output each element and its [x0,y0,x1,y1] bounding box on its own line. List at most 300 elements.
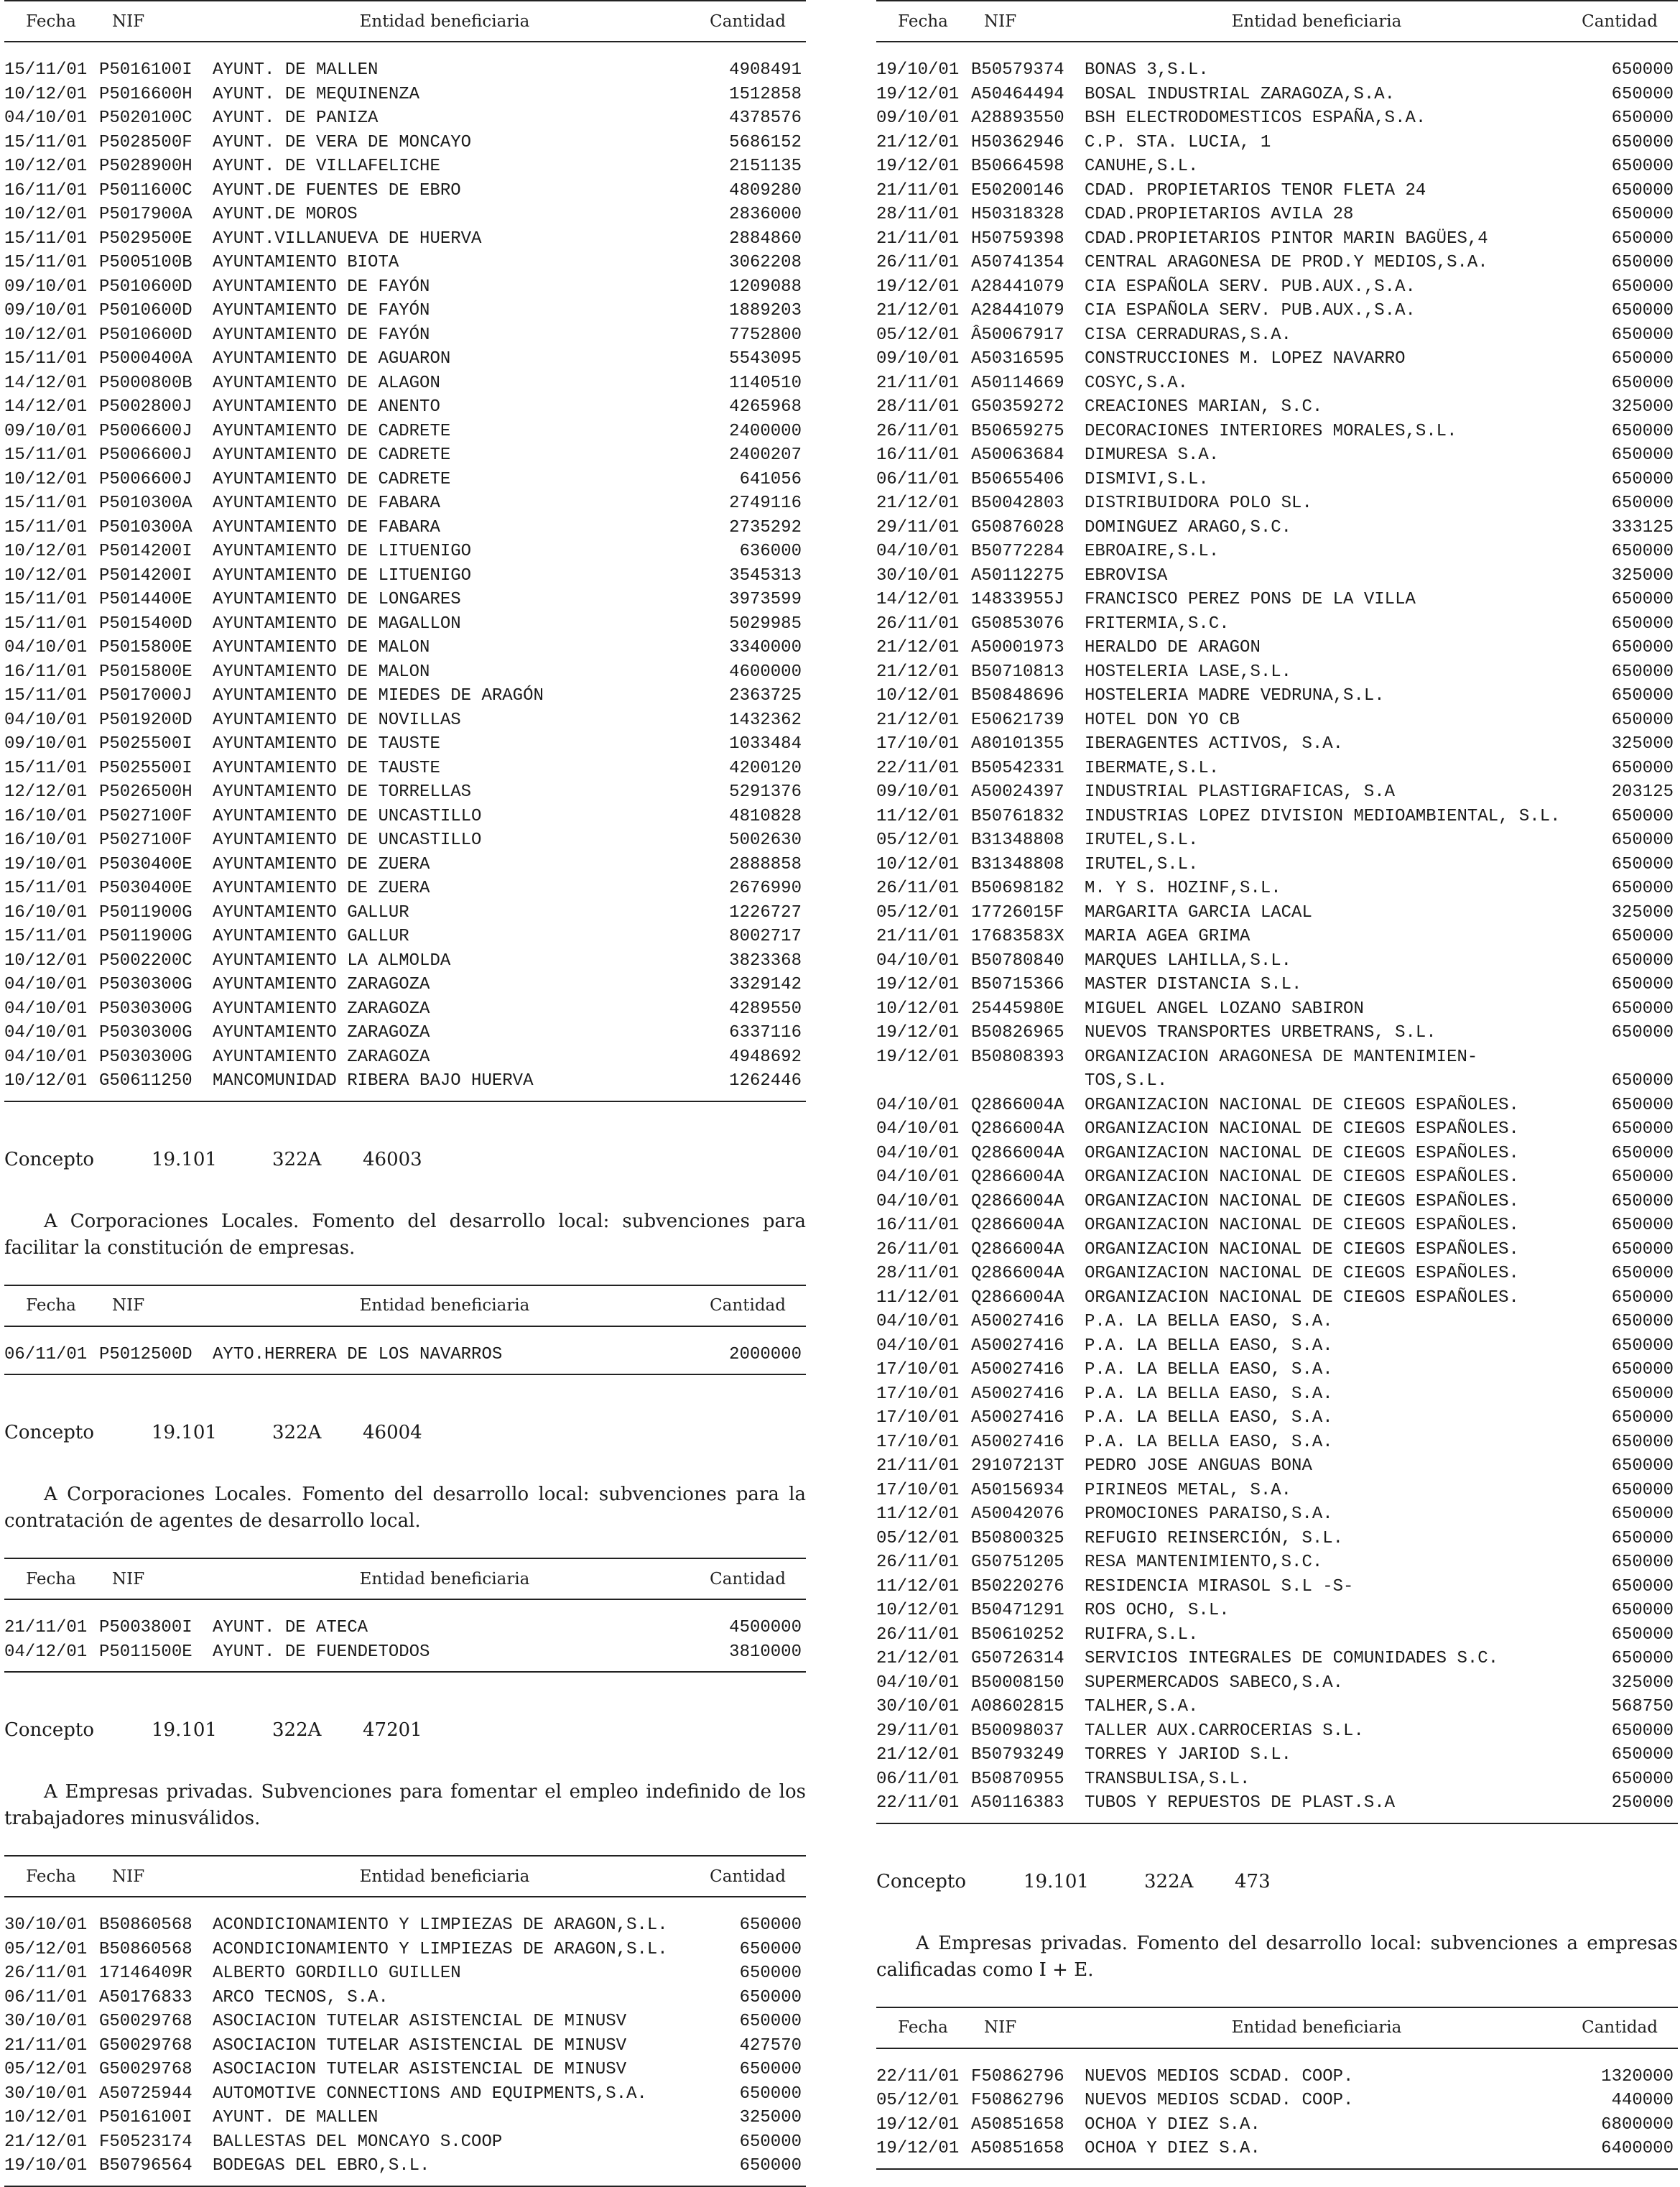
cell-nif: G50876028 [971,517,1064,537]
cell-cantidad: 650000 [1611,1384,1674,1404]
cell-nif: G50611250 [99,1071,192,1091]
header-entidad: Entidad beneficiaria [359,1569,530,1589]
cell-nif: A50851658 [971,2114,1064,2135]
cell-cantidad: 641056 [739,469,802,489]
cell-cantidad: 650000 [1611,1456,1674,1476]
cell-entidad: AYUNTAMIENTO DE MIEDES DE ARAGÓN [213,686,544,706]
cell-nif: 17683583X [971,927,1064,946]
cell-entidad: AYUNTAMIENTO BIOTA [213,253,399,272]
cell-entidad: PIRINEOS METAL, S.A. [1085,1480,1292,1500]
cell-cantidad: 6400000 [1601,2139,1674,2158]
cell-fecha: 12/12/01 [4,782,88,802]
cell-entidad: SERVICIOS INTEGRALES DE COMUNIDADES S.C. [1085,1649,1499,1668]
table-row [876,564,1678,588]
cell-fecha: 05/12/01 [876,2091,960,2110]
cell-cantidad: 5291376 [729,782,802,802]
table-row [876,1599,1678,1623]
cell-entidad: AYUNT. DE MALLEN [213,2108,379,2127]
table-row [876,1671,1678,1696]
concepto-program: 322A [272,1719,322,1741]
cell-nif: P5019200D [99,710,192,730]
table-row [876,1334,1678,1359]
cell-cantidad: 4908491 [729,60,802,80]
cell-entidad: AYUNTAMIENTO DE ZUERA [213,854,430,874]
cell-cantidad: 650000 [1611,1408,1674,1428]
cell-fecha: 04/10/01 [4,108,88,128]
cell-cantidad: 650000 [1611,301,1674,320]
cell-fecha: 16/11/01 [4,662,88,682]
cell-fecha: 11/12/01 [876,806,960,826]
cell-nif: A50112275 [971,565,1064,586]
cell-entidad: AYUNTAMIENTO DE ALAGON [213,373,440,393]
cell-fecha: 26/11/01 [876,253,960,272]
cell-nif: A50114669 [971,373,1064,393]
cell-nif: Â50067917 [971,325,1064,345]
cell-fecha: 04/10/01 [4,975,88,994]
cell-entidad: AYUNTAMIENTO DE ANENTO [213,397,440,417]
cell-fecha: 15/11/01 [4,349,88,369]
table-row [4,1986,806,2010]
cell-fecha: 30/10/01 [4,1915,88,1935]
cell-fecha: 21/11/01 [4,2035,88,2056]
cell-fecha: 14/12/01 [4,373,88,393]
cell-entidad: TORRES Y JARIOD S.L. [1085,1745,1292,1765]
cell-nif: P5014200I [99,565,192,586]
cell-entidad: ORGANIZACION NACIONAL DE CIEGOS ESPAÑOLES. [1085,1216,1519,1235]
cell-fecha: 19/12/01 [876,1023,960,1042]
table-header [4,1285,806,1327]
cell-fecha: 21/11/01 [876,373,960,393]
cell-cantidad: 4600000 [729,662,802,682]
header-fecha: Fecha [898,2018,948,2037]
cell-fecha: 26/11/01 [876,1239,960,1259]
cell-cantidad: 568750 [1611,1697,1674,1716]
cell-cantidad: 5002630 [729,831,802,850]
cell-nif: B50710813 [971,662,1064,682]
beneficiary-table [876,0,1678,1824]
table-row [876,1695,1678,1719]
cell-nif: G50029768 [99,2060,192,2079]
table-header [876,0,1678,42]
table-row [4,901,806,925]
cell-entidad: PROMOCIONES PARAISO,S.A. [1085,1504,1333,1524]
cell-entidad: AYUNTAMIENTO DE TAUSTE [213,758,440,778]
cell-cantidad: 2836000 [729,205,802,224]
cell-cantidad: 3329142 [729,975,802,994]
cell-nif: A28441079 [971,277,1064,297]
cell-nif: Q2866004A [971,1216,1064,1235]
table-row [876,58,1678,83]
cell-nif: 14833955J [971,590,1064,609]
cell-fecha: 28/11/01 [876,205,960,224]
cell-nif: Q2866004A [971,1168,1064,1187]
cell-fecha: 09/10/01 [4,421,88,441]
cell-nif: P5010300A [99,517,192,537]
cell-entidad: AYUNTAMIENTO DE LITUENIGO [213,542,472,561]
cell-cantidad: 2151135 [729,157,802,176]
cell-cantidad: 650000 [1611,1432,1674,1452]
cell-cantidad: 650000 [1611,1624,1674,1645]
concepto-program: 322A [272,1422,322,1443]
table-row [876,757,1678,781]
cell-nif: P5000400A [99,349,192,369]
table-row [876,1647,1678,1671]
table-row [4,275,806,300]
cell-entidad: ROS OCHO, S.L. [1085,1601,1230,1620]
cell-fecha: 19/12/01 [876,277,960,297]
table-row [4,1045,806,1070]
cell-cantidad: 650000 [1611,1216,1674,1235]
cell-fecha: 15/11/01 [4,927,88,946]
cell-fecha: 28/11/01 [876,1264,960,1283]
cell-entidad: MIGUEL ANGEL LOZANO SABIRON [1085,999,1364,1019]
table-row [4,949,806,974]
cell-cantidad: 2000000 [729,1344,802,1364]
cell-nif: A50116383 [971,1793,1064,1813]
table-row [4,154,806,179]
table-row [876,516,1678,540]
table-row [4,347,806,371]
header-nif: NIF [112,1867,145,1886]
cell-fecha: 21/12/01 [876,494,960,513]
cell-cantidad: 650000 [1611,1769,1674,1789]
cell-entidad: BODEGAS DEL EBRO,S.L. [213,2156,430,2176]
cell-fecha: 15/11/01 [4,686,88,706]
cell-fecha: 30/10/01 [4,2084,88,2104]
table-row [876,877,1678,901]
cell-fecha: 09/10/01 [876,782,960,802]
cell-entidad: ASOCIACION TUTELAR ASISTENCIAL DE MINUSV [213,2035,627,2056]
concepto-section: 19.101 [1024,1870,1089,1892]
cell-fecha: 05/12/01 [876,325,960,345]
table-row [876,1623,1678,1647]
cell-entidad: AYUNTAMIENTO DE UNCASTILLO [213,831,482,850]
cell-cantidad: 2735292 [729,517,802,537]
cell-nif: B50098037 [971,1721,1064,1741]
cell-cantidad: 1140510 [729,373,802,393]
cell-entidad: P.A. LA BELLA EASO, S.A. [1085,1408,1333,1428]
cell-fecha: 30/10/01 [4,2012,88,2031]
table-row [876,997,1678,1022]
table-body [4,42,806,1102]
table-body [876,2049,1678,2170]
cell-fecha: 15/11/01 [4,60,88,80]
cell-nif: A50027416 [971,1408,1064,1428]
cell-entidad: IRUTEL,S.L. [1085,854,1199,874]
cell-nif: B50761832 [971,806,1064,826]
cell-entidad: MARQUES LAHILLA,S.L. [1085,951,1292,971]
cell-fecha: 16/10/01 [4,902,88,923]
cell-fecha: 10/12/01 [4,157,88,176]
cell-nif: P5016100I [99,2108,192,2127]
cell-entidad: ASOCIACION TUTELAR ASISTENCIAL DE MINUSV [213,2012,627,2031]
cell-entidad: OCHOA Y DIEZ S.A. [1085,2139,1261,2158]
cell-nif: G50029768 [99,2035,192,2056]
cell-nif: B50793249 [971,1745,1064,1765]
table-body [4,1327,806,1376]
cell-entidad: MANCOMUNIDAD RIBERA BAJO HUERVA [213,1071,534,1091]
cell-cantidad: 2400000 [729,421,802,441]
concepto-section: 19.101 [152,1422,217,1443]
cell-fecha: 29/11/01 [876,517,960,537]
cell-cantidad: 650000 [1611,590,1674,609]
cell-nif: G50726314 [971,1649,1064,1668]
cell-fecha: 26/11/01 [876,614,960,634]
table-row [4,1021,806,1045]
cell-nif: B50808393 [971,1047,1064,1067]
table-row [876,780,1678,805]
cell-fecha: 11/12/01 [876,1287,960,1308]
cell-cantidad: 650000 [1611,469,1674,489]
right-column [876,0,1678,2170]
cell-fecha: 06/11/01 [4,1987,88,2007]
cell-entidad: DECORACIONES INTERIORES MORALES,S.L. [1085,421,1457,441]
cell-entidad: BSH ELECTRODOMESTICOS ESPAÑA,S.A. [1085,108,1426,128]
cell-cantidad: 325000 [1611,902,1674,923]
cell-entidad: CONSTRUCCIONES M. LOPEZ NAVARRO [1085,349,1406,369]
cell-entidad: RUIFRA,S.L. [1085,1624,1199,1645]
cell-entidad: DIMURESA S.A. [1085,445,1220,465]
cell-entidad: AYUNT. DE MEQUINENZA [213,84,420,104]
cell-cantidad: 650000 [1611,228,1674,249]
cell-fecha: 15/11/01 [4,132,88,152]
cell-cantidad: 650000 [1611,1239,1674,1259]
cell-nif: A80101355 [971,734,1064,754]
cell-nif: P5011600C [99,180,192,200]
cell-cantidad: 4289550 [729,999,802,1019]
cell-fecha: 04/10/01 [876,1119,960,1139]
cell-nif: P5000800B [99,373,192,393]
cell-entidad: INDUSTRIAS LOPEZ DIVISION MEDIOAMBIENTAL, S.L. [1085,806,1561,826]
cell-fecha: 09/10/01 [4,734,88,754]
concepto-code: 46003 [363,1148,422,1170]
cell-nif: P5025500I [99,734,192,754]
cell-entidad: AYUNTAMIENTO DE MAGALLON [213,614,461,634]
cell-cantidad: 650000 [1611,1480,1674,1500]
table-row [4,106,806,131]
cell-nif: P5030300G [99,1023,192,1042]
concepto-description: A Corporaciones Locales. Fomento del desarrollo local: subvenciones para facilitar la constitución de empresas. [4,1210,806,1259]
table-row [4,516,806,540]
concepto-line [4,1418,806,1447]
table-row [876,299,1678,323]
cell-nif: A08602815 [971,1697,1064,1716]
cell-entidad: NUEVOS MEDIOS SCDAD. COOP. [1085,2091,1354,2110]
table-row [876,1743,1678,1767]
cell-cantidad: 650000 [739,1915,802,1935]
table-row [876,1190,1678,1214]
cell-nif: P5015800E [99,662,192,682]
cell-cantidad: 650000 [1611,1168,1674,1187]
table-row [876,588,1678,612]
cell-cantidad: 5029985 [729,614,802,634]
cell-entidad: IBERMATE,S.L. [1085,758,1220,778]
cell-fecha: 21/12/01 [876,301,960,320]
table-row [4,1961,806,1986]
table-row [4,83,806,107]
table-row [876,1479,1678,1503]
concepto-section: 19.101 [152,1719,217,1741]
cell-nif: A50176833 [99,1987,192,2007]
table-row [876,540,1678,564]
cell-fecha: 19/12/01 [876,975,960,994]
cell-fecha: 09/10/01 [4,277,88,297]
cell-cantidad: 650000 [739,2132,802,2152]
cell-nif: A50027416 [971,1360,1064,1379]
table-row [876,708,1678,733]
cell-fecha: 15/11/01 [4,228,88,249]
header-fecha: Fecha [26,1867,76,1886]
cell-nif: A50001973 [971,638,1064,657]
table-row [876,1382,1678,1407]
cell-fecha: 28/11/01 [876,397,960,417]
cell-entidad: CDAD.PROPIETARIOS AVILA 28 [1085,205,1354,224]
cell-cantidad: 427570 [739,2035,802,2056]
cell-fecha: 04/10/01 [4,638,88,657]
cell-entidad: AYUNTAMIENTO DE NOVILLAS [213,710,461,730]
cell-entidad: BOSAL INDUSTRIAL ZARAGOZA,S.A. [1085,84,1396,104]
cell-nif: G50853076 [971,614,1064,634]
cell-fecha: 21/11/01 [876,180,960,200]
cell-cantidad: 650000 [1611,831,1674,850]
table-row [4,1938,806,1962]
header-entidad: Entidad beneficiaria [1231,2018,1402,2037]
cell-cantidad: 650000 [1611,975,1674,994]
cell-nif: P5017000J [99,686,192,706]
table-row [876,347,1678,371]
cell-cantidad: 650000 [1611,1095,1674,1115]
cell-cantidad: 325000 [1611,565,1674,586]
table-row [4,805,806,829]
cell-entidad: AYUNTAMIENTO GALLUR [213,902,409,923]
table-row [876,853,1678,877]
cell-cantidad: 650000 [1611,1264,1674,1283]
table-row [4,1616,806,1640]
table-row [876,2137,1678,2161]
cell-nif: A50063684 [971,445,1064,465]
cell-fecha: 21/11/01 [876,927,960,946]
cell-entidad: AYUNT. DE PANIZA [213,108,379,128]
cell-nif: Q2866004A [971,1239,1064,1259]
cell-entidad: ACONDICIONAMIENTO Y LIMPIEZAS DE ARAGON,S.L. [213,1915,668,1935]
cell-fecha: 22/11/01 [876,758,960,778]
header-nif: NIF [112,11,145,31]
concepto-code: 46004 [363,1422,422,1443]
table-row [876,1117,1678,1142]
cell-nif: H50362946 [971,132,1064,152]
cell-fecha: 09/10/01 [876,108,960,128]
cell-fecha: 04/10/01 [876,1143,960,1163]
table-row [876,154,1678,179]
concepto-program: 322A [272,1148,322,1170]
cell-nif: P5002200C [99,951,192,971]
header-cantidad: Cantidad [1582,2018,1658,2037]
cell-nif: H50318328 [971,205,1064,224]
cell-cantidad: 250000 [1611,1793,1674,1813]
cell-nif: G50751205 [971,1553,1064,1572]
cell-nif: A50741354 [971,253,1064,272]
table-row [4,853,806,877]
cell-cantidad: 5543095 [729,349,802,369]
cell-entidad: AYUNT. DE VERA DE MONCAYO [213,132,472,152]
cell-cantidad: 650000 [1611,1287,1674,1308]
cell-fecha: 15/11/01 [4,879,88,898]
cell-entidad: IBERAGENTES ACTIVOS, S.A. [1085,734,1344,754]
cell-fecha: 04/12/01 [4,1642,88,1662]
table-header [876,2007,1678,2049]
cell-cantidad: 1512858 [729,84,802,104]
table-row [876,2065,1678,2089]
table-row [4,2154,806,2178]
cell-nif: G50029768 [99,2012,192,2031]
cell-fecha: 17/10/01 [876,1408,960,1428]
cell-nif: P5015800E [99,638,192,657]
table-row [876,732,1678,757]
cell-entidad: AYUNTAMIENTO DE FABARA [213,517,440,537]
table-row [876,2113,1678,2137]
cell-entidad: ORGANIZACION NACIONAL DE CIEGOS ESPAÑOLES. [1085,1264,1519,1283]
table-row [4,1913,806,1938]
concepto-description: A Empresas privadas. Subvenciones para fomentar el empleo indefinido de los trabajadores minusválidos. [4,1781,806,1829]
cell-fecha: 26/11/01 [876,879,960,898]
cell-entidad: HOTEL DON YO CB [1085,710,1240,730]
cell-entidad: CREACIONES MARIAN, S.C. [1085,397,1323,417]
cell-cantidad: 3062208 [729,253,802,272]
cell-nif: Q2866004A [971,1287,1064,1308]
cell-cantidad: 7752800 [729,325,802,345]
table-row [876,1021,1678,1045]
cell-cantidad: 650000 [739,1939,802,1959]
cell-fecha: 14/12/01 [876,590,960,609]
table-body [876,42,1678,1824]
cell-cantidad: 650000 [739,2012,802,2031]
cell-entidad: CIA ESPAÑOLA SERV. PUB.AUX.,S.A. [1085,301,1416,320]
cell-nif: P5006600J [99,445,192,465]
cell-nif: P5030400E [99,879,192,898]
cell-entidad: MASTER DISTANCIA S.L. [1085,975,1302,994]
cell-nif: B31348808 [971,831,1064,850]
cell-nif: H50759398 [971,228,1064,249]
cell-cantidad: 650000 [1611,686,1674,706]
cell-cantidad: 1262446 [729,1071,802,1091]
cell-fecha: 06/11/01 [876,1769,960,1789]
cell-nif: A50027416 [971,1312,1064,1331]
cell-fecha: 29/11/01 [876,1721,960,1741]
cell-fecha: 10/12/01 [876,1601,960,1620]
concepto-program: 322A [1144,1870,1194,1892]
table-row [4,612,806,637]
table-row [4,684,806,708]
table-row [876,1094,1678,1118]
cell-cantidad: 650000 [1611,806,1674,826]
table-row [876,443,1678,468]
cell-nif: P5011900G [99,927,192,946]
concepto-section: 19.101 [152,1148,217,1170]
cell-nif: P5010600D [99,277,192,297]
cell-nif: Q2866004A [971,1143,1064,1163]
cell-nif: P5026500H [99,782,192,802]
cell-nif: P5016600H [99,84,192,104]
cell-entidad: AYUNTAMIENTO ZARAGOZA [213,999,430,1019]
cell-nif: 17726015F [971,902,1064,923]
cell-fecha: 22/11/01 [876,1793,960,1813]
cell-entidad: AYUNT. DE FUENDETODOS [213,1642,430,1662]
cell-entidad: AYUNTAMIENTO DE FAYÓN [213,325,430,345]
cell-entidad: AYUNT.DE MOROS [213,205,358,224]
cell-nif: B50664598 [971,157,1064,176]
cell-fecha: 19/10/01 [4,854,88,874]
cell-entidad: TALHER,S.A. [1085,1697,1199,1716]
